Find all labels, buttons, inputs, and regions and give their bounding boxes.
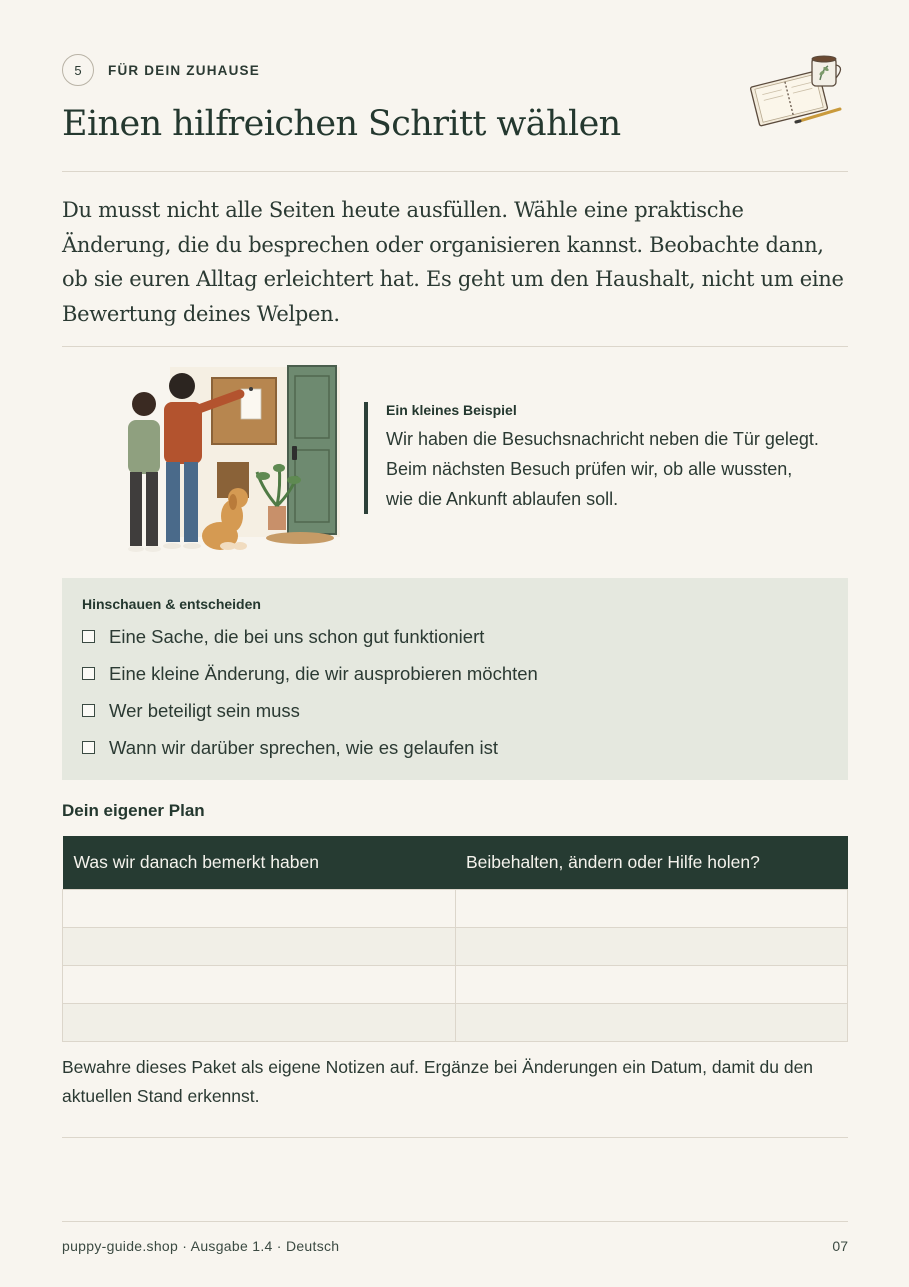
checklist-item-label: Wann wir darüber sprechen, wie es gelaufen ist	[109, 736, 499, 758]
family-door-dog-illustration	[100, 362, 340, 560]
divider	[62, 171, 848, 172]
checklist-item-label: Wer beteiligt sein muss	[109, 699, 300, 721]
table-cell[interactable]	[455, 928, 848, 966]
notebook-mug-illustration	[744, 52, 848, 128]
checklist-item[interactable]	[82, 618, 828, 655]
section-number-badge: 5	[62, 54, 94, 86]
table-cell[interactable]	[63, 966, 456, 1004]
checklist-panel	[62, 578, 848, 780]
column-header: Was wir danach bemerkt haben	[63, 836, 456, 890]
table-cell[interactable]	[455, 890, 848, 928]
example-text	[386, 424, 870, 514]
example-line: Beim nächsten Besuch prüfen wir, ob alle wussten,	[386, 459, 793, 479]
divider	[62, 1137, 848, 1138]
column-header: Beibehalten, ändern oder Hilfe holen?	[455, 836, 848, 890]
example-line: Wir haben die Besuchsnachricht neben die Tür gelegt.	[386, 429, 819, 449]
page-number: 07	[832, 1238, 848, 1254]
footer-source: puppy-guide.shop · Ausgabe 1.4 · Deutsch	[62, 1238, 340, 1254]
divider	[62, 346, 848, 347]
checkbox-icon[interactable]	[82, 630, 95, 643]
table-row	[63, 1004, 848, 1042]
checklist-item[interactable]	[82, 729, 828, 766]
note-text: Bewahre dieses Paket als eigene Notizen auf. Ergänze bei Änderungen ein Datum, damit du den aktuellen Stand erkennst.	[62, 1057, 814, 1106]
table-cell[interactable]	[63, 1004, 456, 1042]
page	[62, 0, 848, 1287]
checklist-item[interactable]	[82, 655, 828, 692]
example-title: Ein kleines Beispiel	[386, 402, 517, 418]
example-callout	[364, 402, 870, 514]
checkbox-icon[interactable]	[82, 704, 95, 717]
checkbox-icon[interactable]	[82, 667, 95, 680]
table-header-row	[63, 836, 848, 890]
footer-divider	[62, 1221, 848, 1222]
plan-label: Dein eigener Plan	[62, 801, 205, 820]
table-cell[interactable]	[63, 890, 456, 928]
intro-paragraph: Du musst nicht alle Seiten heute ausfüllen. Wähle eine praktische Änderung, die du besprechen oder organisieren kannst. Beobachte dann, ob sie euren Alltag erleichtert hat. Es geht um den Haushalt, nicht um eine Bewertung deines Welpen.	[62, 198, 844, 326]
checklist-title: Hinschauen & entscheiden	[82, 596, 261, 612]
checkbox-icon[interactable]	[82, 741, 95, 754]
section-header	[62, 54, 260, 86]
section-label: FÜR DEIN ZUHAUSE	[108, 62, 260, 78]
table-row	[63, 928, 848, 966]
page-title: Einen hilfreichen Schritt wählen	[62, 104, 621, 144]
table-cell[interactable]	[455, 966, 848, 1004]
table-cell[interactable]	[63, 928, 456, 966]
table-cell[interactable]	[455, 1004, 848, 1042]
checklist-item[interactable]	[82, 692, 828, 729]
table-row	[63, 890, 848, 928]
checklist-item-label: Eine kleine Änderung, die wir ausprobieren möchten	[109, 662, 538, 684]
checklist-item-label: Eine Sache, die bei uns schon gut funktioniert	[109, 625, 485, 647]
table-row	[63, 966, 848, 1004]
plan-table	[62, 836, 848, 1042]
example-line: wie die Ankunft ablaufen soll.	[386, 489, 619, 509]
